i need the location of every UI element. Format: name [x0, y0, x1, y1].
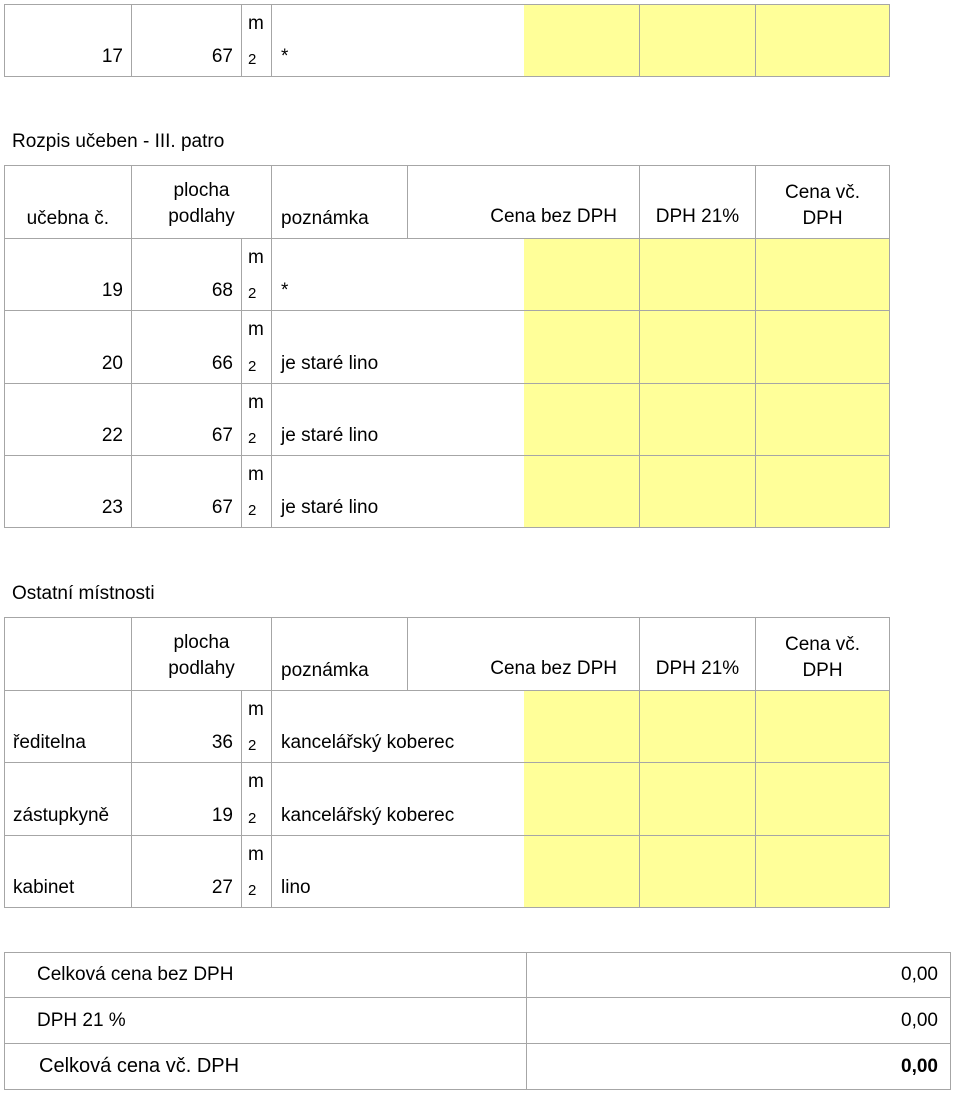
price-vat-input-cell[interactable]	[756, 763, 890, 836]
unit-m: m	[248, 771, 264, 792]
summary-label: Celková cena bez DPH	[5, 953, 527, 998]
unit-exponent: 2	[248, 51, 257, 68]
header-area	[132, 166, 272, 239]
summary-row	[5, 998, 951, 1044]
summary-row	[5, 1044, 951, 1090]
area-unit	[242, 691, 272, 763]
price-vat-input-cell[interactable]	[756, 5, 890, 77]
room-number: 17	[5, 5, 132, 77]
note-cell: *	[272, 239, 524, 311]
unit-m: m	[248, 844, 264, 865]
section-title-other-rooms: Ostatní místnosti	[12, 583, 155, 604]
header-vat: DPH 21%	[640, 618, 756, 691]
header-area-line1: plocha	[173, 632, 230, 653]
unit-exponent: 2	[248, 882, 257, 899]
summary-value: 0,00	[527, 998, 951, 1044]
unit-m: m	[248, 319, 264, 340]
vat-input-cell[interactable]	[640, 836, 756, 908]
price-vat-input-cell[interactable]	[756, 384, 890, 456]
unit-exponent: 2	[248, 285, 257, 302]
area-unit	[242, 5, 272, 77]
header-room: učebna č.	[5, 166, 132, 239]
room-name: kabinet	[5, 836, 132, 908]
note-cell: kancelářský koberec	[272, 691, 524, 763]
note-cell: je staré lino	[272, 311, 524, 384]
header-row	[5, 618, 890, 691]
price-input-cell[interactable]	[524, 691, 640, 763]
price-input-cell[interactable]	[524, 384, 640, 456]
summary-table	[4, 952, 951, 1090]
floor-area: 67	[132, 5, 242, 77]
top-partial-table	[4, 4, 890, 77]
price-input-cell[interactable]	[524, 311, 640, 384]
area-unit	[242, 384, 272, 456]
price-input-cell[interactable]	[524, 5, 640, 77]
area-unit	[242, 311, 272, 384]
header-price-with-vat	[756, 166, 890, 239]
header-price-no-vat: Cena bez DPH	[408, 618, 640, 691]
room-number: 19	[5, 239, 132, 311]
header-price-vat-line2: DPH	[802, 208, 843, 229]
table-row	[5, 691, 890, 763]
floor-area: 19	[132, 763, 242, 836]
header-price-with-vat	[756, 618, 890, 691]
table-row	[5, 5, 890, 77]
unit-m: m	[248, 464, 264, 485]
vat-input-cell[interactable]	[640, 384, 756, 456]
room-number: 22	[5, 384, 132, 456]
other-rooms-table	[4, 617, 890, 908]
room-name: zástupkyně	[5, 763, 132, 836]
unit-exponent: 2	[248, 358, 257, 375]
table-row	[5, 311, 890, 384]
floor3-table	[4, 165, 890, 528]
table-row	[5, 836, 890, 908]
price-vat-input-cell[interactable]	[756, 836, 890, 908]
vat-input-cell[interactable]	[640, 456, 756, 528]
header-room-empty	[5, 618, 132, 691]
area-unit	[242, 763, 272, 836]
unit-m: m	[248, 13, 264, 34]
table-row	[5, 456, 890, 528]
price-input-cell[interactable]	[524, 239, 640, 311]
note-cell: je staré lino	[272, 456, 524, 528]
header-price-no-vat: Cena bez DPH	[408, 166, 640, 239]
price-vat-input-cell[interactable]	[756, 239, 890, 311]
header-area-line1: plocha	[173, 180, 230, 201]
note-cell: lino	[272, 836, 524, 908]
unit-exponent: 2	[248, 810, 257, 827]
area-unit	[242, 456, 272, 528]
price-vat-input-cell[interactable]	[756, 691, 890, 763]
floor-area: 67	[132, 456, 242, 528]
unit-m: m	[248, 392, 264, 413]
area-unit	[242, 836, 272, 908]
note-cell: je staré lino	[272, 384, 524, 456]
header-price-vat-line1: Cena vč.	[785, 634, 860, 655]
price-input-cell[interactable]	[524, 456, 640, 528]
area-unit	[242, 239, 272, 311]
section-title-floor3: Rozpis učeben - III. patro	[12, 131, 225, 152]
note-cell: *	[272, 5, 524, 77]
room-number: 23	[5, 456, 132, 528]
floor-area: 67	[132, 384, 242, 456]
price-vat-input-cell[interactable]	[756, 456, 890, 528]
room-number: 20	[5, 311, 132, 384]
unit-m: m	[248, 247, 264, 268]
header-area	[132, 618, 272, 691]
vat-input-cell[interactable]	[640, 763, 756, 836]
vat-input-cell[interactable]	[640, 691, 756, 763]
vat-input-cell[interactable]	[640, 5, 756, 77]
header-price-vat-line1: Cena vč.	[785, 182, 860, 203]
table-row	[5, 384, 890, 456]
vat-input-cell[interactable]	[640, 311, 756, 384]
summary-label: Celková cena vč. DPH	[5, 1044, 527, 1090]
unit-m: m	[248, 699, 264, 720]
unit-exponent: 2	[248, 502, 257, 519]
vat-input-cell[interactable]	[640, 239, 756, 311]
price-input-cell[interactable]	[524, 836, 640, 908]
note-cell: kancelářský koberec	[272, 763, 524, 836]
floor-area: 27	[132, 836, 242, 908]
summary-row	[5, 953, 951, 998]
price-input-cell[interactable]	[524, 763, 640, 836]
summary-total-value: 0,00	[527, 1044, 951, 1090]
summary-label: DPH 21 %	[5, 998, 527, 1044]
unit-exponent: 2	[248, 737, 257, 754]
header-note: poznámka	[272, 618, 408, 691]
header-area-line2: podlahy	[168, 658, 235, 679]
price-vat-input-cell[interactable]	[756, 311, 890, 384]
header-area-line2: podlahy	[168, 206, 235, 227]
header-row	[5, 166, 890, 239]
table-row	[5, 763, 890, 836]
table-row	[5, 239, 890, 311]
summary-value: 0,00	[527, 953, 951, 998]
unit-exponent: 2	[248, 430, 257, 447]
header-vat: DPH 21%	[640, 166, 756, 239]
floor-area: 36	[132, 691, 242, 763]
header-price-vat-line2: DPH	[802, 660, 843, 681]
room-name: ředitelna	[5, 691, 132, 763]
floor-area: 68	[132, 239, 242, 311]
header-note: poznámka	[272, 166, 408, 239]
floor-area: 66	[132, 311, 242, 384]
